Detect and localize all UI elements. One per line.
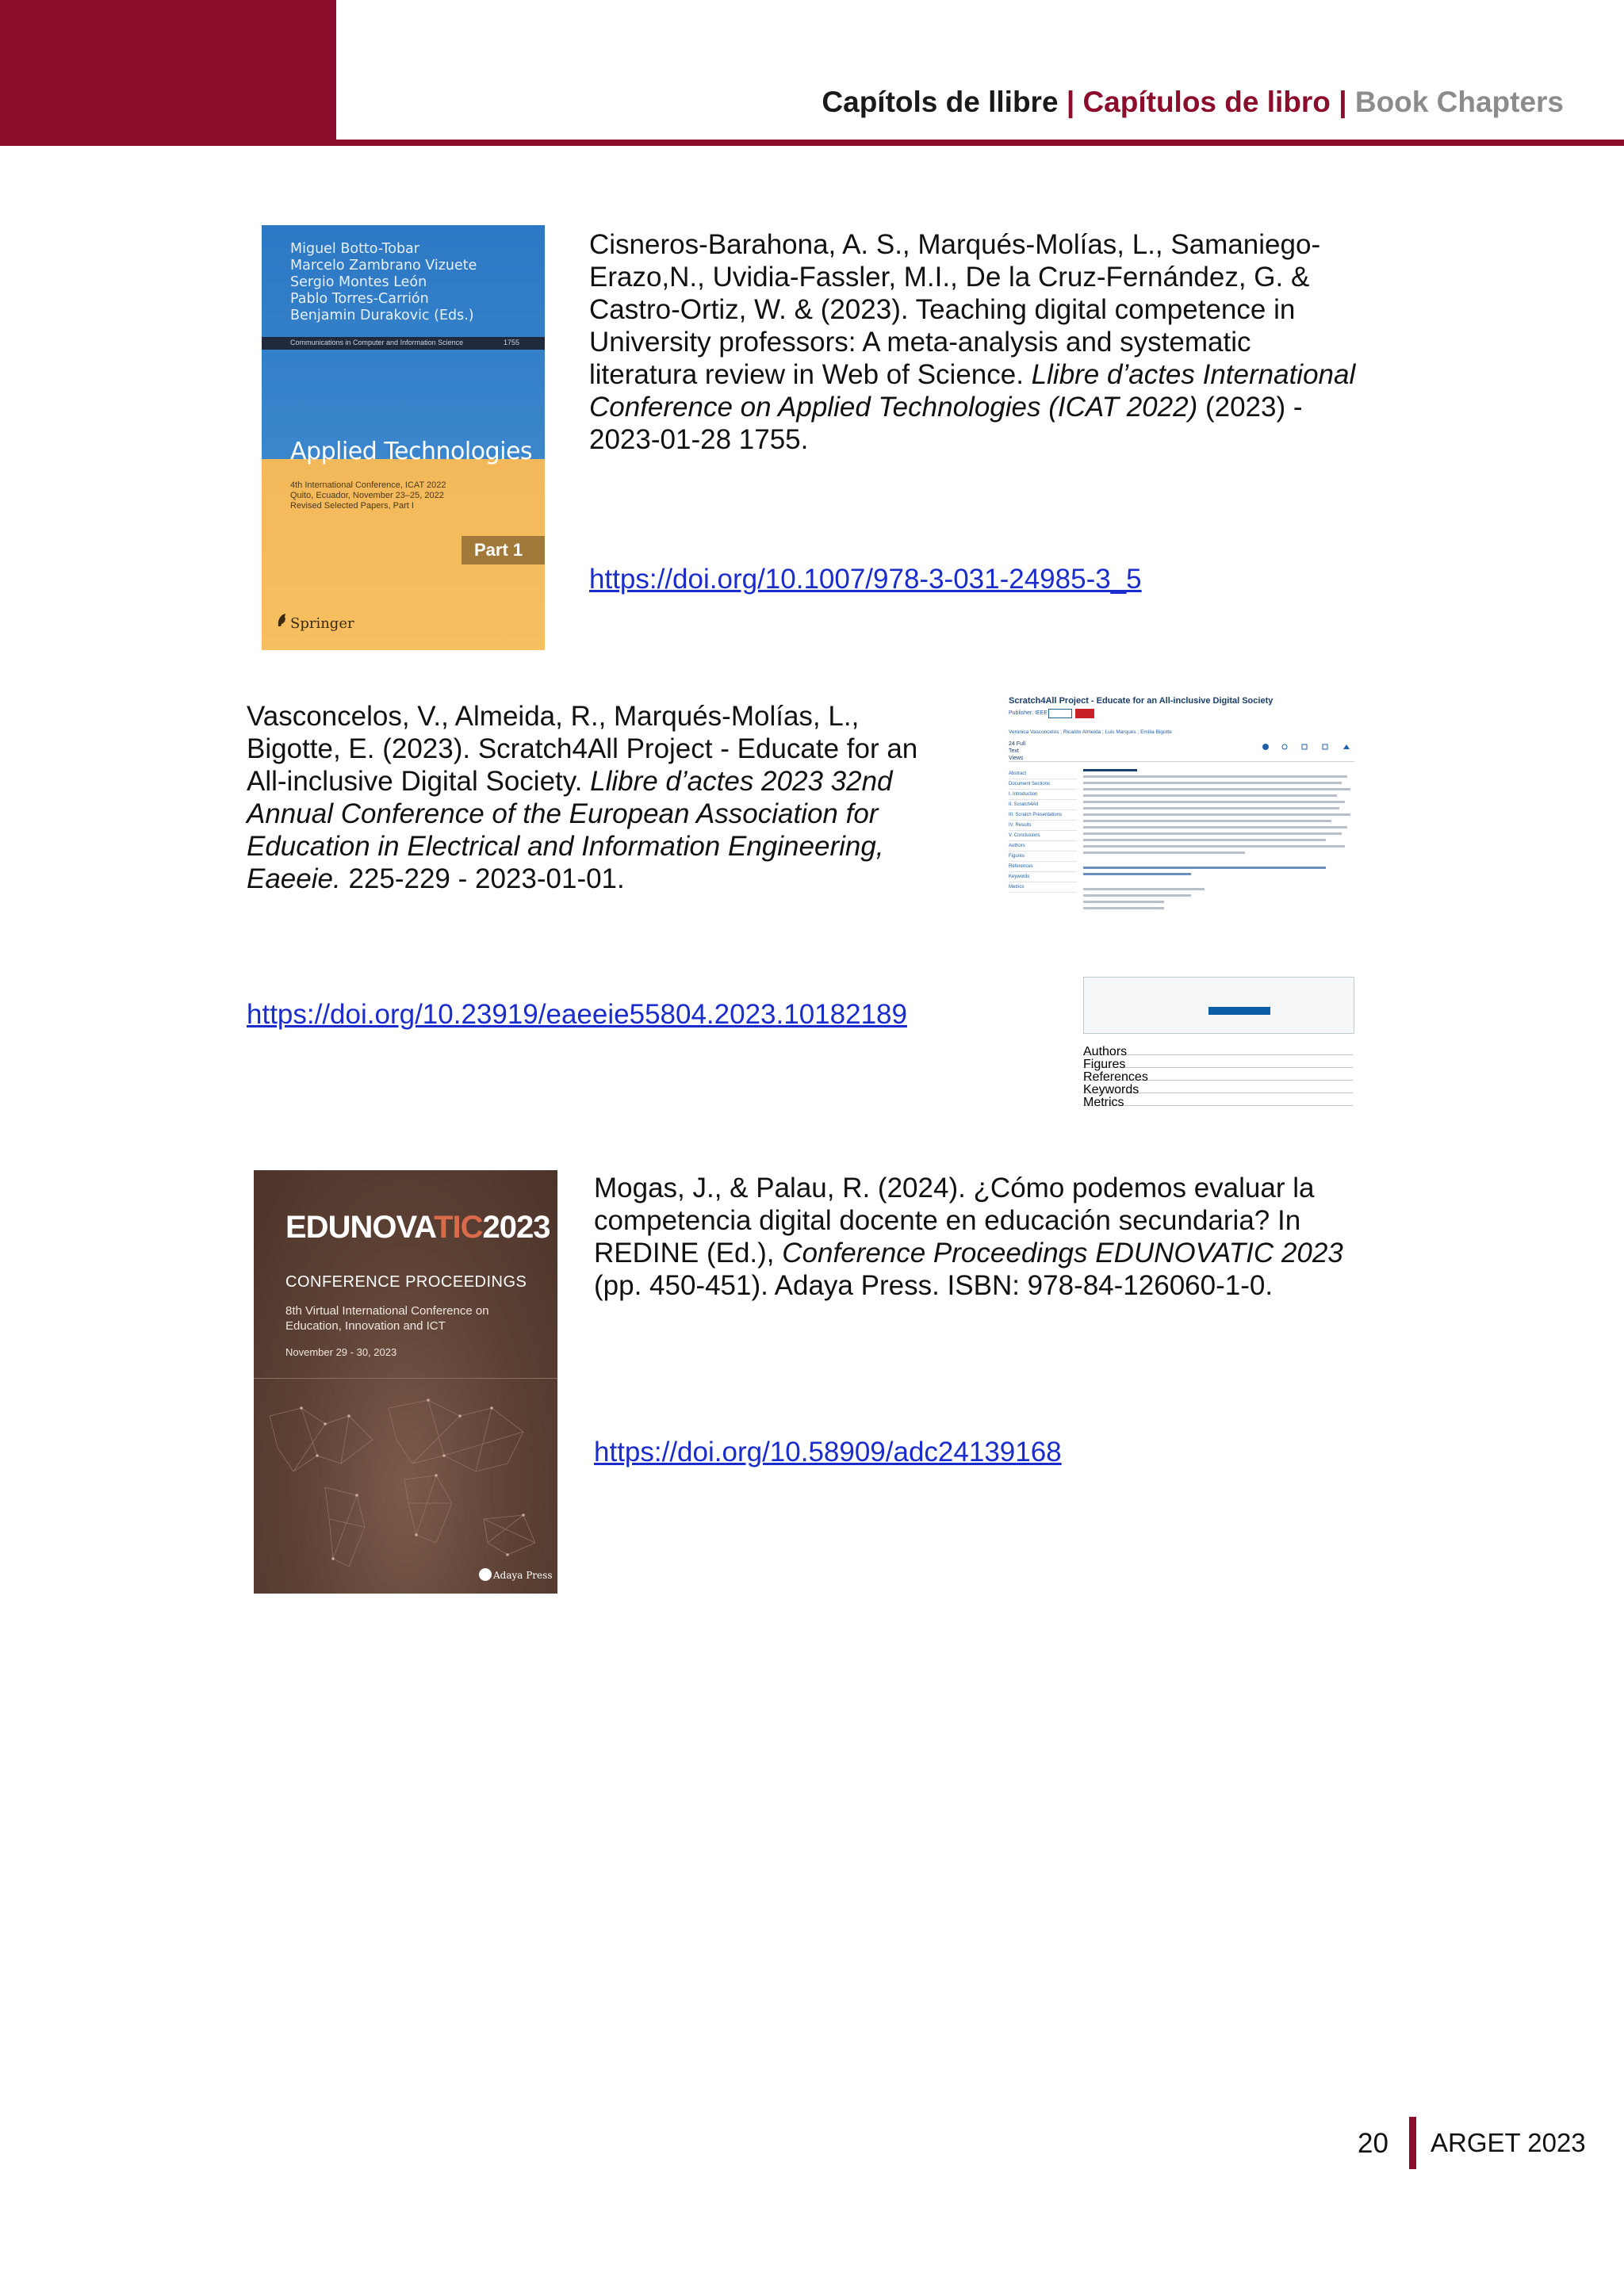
- cover-logo-part: 2023: [482, 1210, 550, 1245]
- cover-part-badge: Part 1: [462, 536, 545, 564]
- citation-tail: (2023) - 2023-01-28 1755.: [589, 392, 1303, 455]
- book-cover-edunovatic: [254, 1170, 557, 1594]
- footer-divider: [1409, 2117, 1416, 2169]
- citation-italic: Llibre d’actes International Conference on Applied Technologies (ICAT 2022): [589, 359, 1356, 423]
- cover-author: Sergio Montes León: [290, 274, 427, 290]
- header-separator: |: [1339, 86, 1347, 118]
- cover-title: Applied Technologies: [290, 438, 533, 465]
- cover-logo-part: TIC: [434, 1210, 483, 1245]
- cover-author: Pablo Torres-Carrión: [290, 291, 429, 307]
- screenshot-pdf-button: [1075, 709, 1094, 718]
- header-title-english: Book Chapters: [1354, 86, 1564, 118]
- header-color-block: [0, 0, 336, 141]
- screenshot-nav-item: Abstract: [1009, 769, 1077, 779]
- citation-text: Vasconcelos, V., Almeida, R., Marqués-Molías, L., Bigotte, E. (2023). Scratch4All Project - Educate for an All-inclusive Digital Society.: [247, 701, 918, 797]
- entry-citation: [594, 1172, 1379, 1302]
- cover-author: Marcelo Zambrano Vizuete: [290, 258, 477, 274]
- screenshot-dropdown: Authors: [1083, 1045, 1353, 1055]
- cover-authors: [290, 241, 528, 324]
- screenshot-abstract-lines: [1083, 769, 1353, 913]
- cover-description: 8th Virtual International Conference on Education, Innovation and ICT: [285, 1304, 489, 1333]
- cover-divider: [254, 1378, 557, 1379]
- screenshot-nav-item: Figures: [1009, 851, 1077, 862]
- screenshot-nav-item: References: [1009, 862, 1077, 872]
- cover-logo: [285, 1210, 550, 1246]
- cover-publisher: Springer: [290, 615, 354, 632]
- cover-subtitle: [290, 480, 528, 511]
- doi-link[interactable]: https://doi.org/10.23919/eaeeie55804.2023.10182189: [247, 999, 907, 1030]
- screenshot-signin-button: [1208, 1007, 1270, 1015]
- page-header-title: [822, 86, 1564, 119]
- screenshot-nav-item: Authors: [1009, 841, 1077, 851]
- screenshot-publisher: Publisher: IEEE: [1009, 710, 1048, 716]
- screenshot-introduction-box: [1083, 977, 1354, 1034]
- screenshot-nav-item: III. Scratch Presentations: [1009, 810, 1077, 821]
- citation-text: Cisneros-Barahona, A. S., Marqués-Molías, L., Samaniego-Erazo,N., Uvidia-Fassler, M.I., De la Cruz-Fernández, G. & Castro-Ortiz, W. & (2023). Teaching digital competence in University professors: A meta-analysis and systematic literatura review in Web of Science.: [589, 229, 1321, 390]
- cover-subtitle-line: 4th International Conference, ICAT 2022: [290, 480, 446, 490]
- springer-horse-icon: [276, 612, 287, 628]
- screenshot-toolbar-icons: [1261, 742, 1356, 752]
- cover-logo-part: EDUNOVA: [285, 1210, 435, 1245]
- header-title-spanish: Capítulos de libro: [1082, 86, 1331, 118]
- citation-tail: 225-229 - 2023-01-01.: [340, 863, 625, 894]
- cover-author: Miguel Botto-Tobar: [290, 241, 419, 257]
- screenshot-dropdown: References: [1083, 1070, 1353, 1081]
- adaya-press-logo-icon: [479, 1568, 492, 1581]
- cover-volume: 1755: [504, 339, 520, 346]
- doi-link[interactable]: https://doi.org/10.58909/adc24139168: [594, 1437, 1062, 1468]
- entry-citation: [589, 228, 1366, 456]
- cover-author: Benjamin Durakovic (Eds.): [290, 308, 474, 323]
- page-number: 20: [1358, 2128, 1388, 2159]
- cover-series: Communications in Computer and Information Science: [290, 339, 464, 346]
- screenshot-dropdown: Figures: [1083, 1058, 1353, 1068]
- screenshot-divider: [1009, 761, 1354, 762]
- world-network-map-icon: [254, 1384, 557, 1590]
- screenshot-views: 24 Full Text Views: [1009, 741, 1026, 761]
- citation-text: Mogas, J., & Palau, R. (2024). ¿Cómo podemos evaluar la competencia digital docente en educación secundaria? In REDINE (Ed.),: [594, 1173, 1315, 1269]
- screenshot-title: Scratch4All Project - Educate for an All-inclusive Digital Society: [1009, 696, 1274, 706]
- book-cover-applied-technologies: [262, 225, 545, 650]
- footer-label: ARGET 2023: [1431, 2128, 1586, 2157]
- cover-dates: November 29 - 30, 2023: [285, 1346, 397, 1358]
- screenshot-nav-item: V. Conclusions: [1009, 831, 1077, 841]
- screenshot-nav-item: IV. Results: [1009, 821, 1077, 831]
- screenshot-dropdown: Metrics: [1083, 1096, 1353, 1106]
- header-separator: |: [1066, 86, 1075, 118]
- header-title-catalan: Capítols de llibre: [822, 86, 1059, 118]
- citation-italic: Llibre d’actes 2023 32nd Annual Conference of the European Association for Education in Electrical and Information Engineering, Eaeeie.: [247, 766, 893, 894]
- screenshot-nav-item: Keywords: [1009, 872, 1077, 882]
- screenshot-nav-item: I. Introduction: [1009, 790, 1077, 800]
- screenshot-nav-item: Metrics: [1009, 882, 1077, 893]
- header-rule: [0, 140, 1624, 146]
- citation-italic: Conference Proceedings EDUNOVATIC 2023: [782, 1238, 1343, 1269]
- doi-link[interactable]: https://doi.org/10.1007/978-3-031-24985-3_5: [589, 564, 1142, 595]
- cover-subtitle-line: Quito, Ecuador, November 23–25, 2022: [290, 491, 444, 500]
- screenshot-dropdown: Keywords: [1083, 1083, 1353, 1093]
- screenshot-nav: [1009, 769, 1077, 893]
- cover-publisher: Adaya Press: [493, 1570, 553, 1581]
- cover-proceedings: CONFERENCE PROCEEDINGS: [285, 1273, 527, 1291]
- screenshot-authors: Veronica Vasconcelos ; Ricardo Almeida ; Luis Marques ; Emilia Bigotte: [1009, 729, 1172, 735]
- citation-tail: (pp. 450-451). Adaya Press. ISBN: 978-84-126060-1-0.: [594, 1270, 1274, 1301]
- screenshot-cite-button: [1048, 709, 1072, 718]
- entry-citation: [247, 700, 960, 895]
- cover-subtitle-line: Revised Selected Papers, Part I: [290, 501, 414, 511]
- screenshot-nav-item: II. Scratch4All: [1009, 800, 1077, 810]
- ieee-article-screenshot: [1005, 693, 1358, 1116]
- screenshot-nav-item: Document Sections: [1009, 779, 1077, 790]
